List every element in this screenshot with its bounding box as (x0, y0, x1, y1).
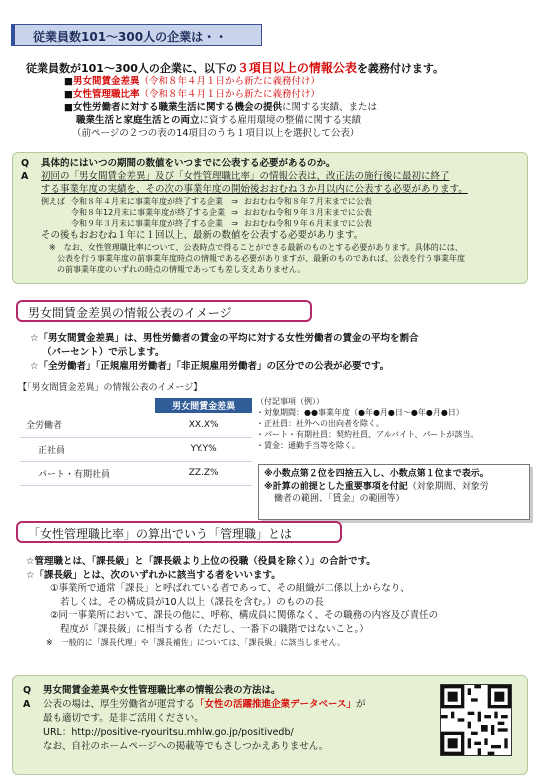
mgr-line: ①事業所で通常「課長」と呼ばれている者であって、その組織が二係以上からなり、 (50, 583, 410, 594)
table-header: 男女間賃金差異 (155, 398, 252, 413)
title-banner (14, 24, 262, 46)
q-label: Q (21, 158, 30, 169)
table-row (20, 437, 252, 461)
qa-period-box (12, 152, 528, 284)
star-line: ☆「全労働者」「正規雇用労働者」「非正規雇用労働者」の区分での公表が必要です。 (30, 361, 390, 372)
intro-line1 (26, 62, 526, 75)
row-value: ZZ.Z% (155, 461, 252, 485)
table-row (20, 413, 252, 437)
bullet-text: に資する雇用環境の整備に関する実績 (199, 115, 362, 126)
q-text: 具体的にはいつの期間の数値をいつまでに公表する必要があるのか。 (41, 158, 336, 169)
a-line: 最も適切です。是非ご活用ください。 (43, 713, 204, 724)
note-bold: ※計算の前提とした重要事項を付記 (264, 481, 408, 492)
intro-text: 従業員数が101～300人の企業に、以下の (26, 62, 237, 75)
bullet-label: 男女間賃金差異 (72, 76, 140, 87)
note-line: ※小数点第２位を四捨五入し、小数点第１位まで表示。 (264, 469, 489, 479)
intro-text-end: を義務付けます。 (356, 62, 445, 75)
url-line[interactable]: URL：http://positive-ryouritsu.mhlw.go.jp/positivedb/ (43, 727, 294, 738)
mgr-line: ☆管理職とは、「課長級」と「課長級より上位の役職（役員を除く）」の合計です。 (26, 556, 376, 567)
example-cell: 令和８年12月末に事業年度が終了する企業 (71, 208, 226, 217)
a-label: A (23, 699, 31, 710)
bullet-note: （令和８年４月１日から新たに義務付け） (139, 76, 321, 87)
section-manager-heading (16, 521, 342, 543)
aside-line: ・パート・有期社員：契約社員、アルバイト、パートが該当。 (256, 430, 479, 439)
a-text: が (356, 699, 366, 710)
example-arrow: ⇒ (231, 197, 238, 206)
mgr-line: 程度が「課長級」に相当する者（ただし、一番下の職階ではないこと。） (60, 623, 369, 635)
bullet-label: 女性労働者に対する職業生活に関する機会の提供 (72, 102, 282, 113)
wage-gap-stars (30, 332, 530, 374)
aside-line: ・正社員：社外への出向者を除く。 (256, 419, 384, 428)
section-title: 「女性管理職比率」の算出でいう「管理職」とは (28, 527, 293, 541)
qr-code-graphic (441, 685, 511, 755)
example-label: 例えば (41, 197, 65, 206)
mgr-note: ※ 一般的に「課長代理」や「課長補佐」については、「課長級」に該当しません。 (46, 638, 346, 647)
example-cell: 令和８年４月末に事業年度が終了する企業 (71, 197, 223, 206)
qa1-note-3: の前事業年度のいずれの時点の情報であっても差し支えありません。 (57, 265, 306, 274)
bullet-note: （令和８年４月１日から新たに義務付け） (139, 89, 321, 100)
row-label: パート・有期社員 (20, 461, 155, 485)
example-cell: おおむね令和９年６月末までに公表 (243, 219, 372, 228)
aside-line: ・賃金：通勤手当等を除く。 (256, 441, 360, 450)
intro-block (26, 62, 526, 140)
star-line: （パーセント）で示します。 (42, 347, 165, 358)
bullet-wage-gap: ■男女間賃金差異（令和８年４月１日から新たに義務付け） (64, 76, 321, 87)
rounding-note-box (258, 464, 530, 520)
section-wage-gap-heading (16, 300, 312, 322)
bullet-balance (26, 114, 526, 127)
mgr-line: ②同一事業所において、課長の他に、呼称、構成員に関係なく、その職務の内容及び責任の (50, 610, 439, 621)
example-cell: おおむね令和８年７月末までに公表 (243, 197, 372, 206)
bullet-note-line: （前ページの２つの表の14項目のうち１項目以上を選択して公表） (72, 128, 360, 139)
row-label: 全労働者 (20, 413, 155, 437)
example-cell: 令和９年３月末に事業年度が終了する企業 (71, 219, 223, 228)
row-value: XX.X% (155, 413, 252, 437)
q-text: 男女間賃金差異や女性管理職比率の情報公表の方法は。 (43, 685, 281, 696)
row-value: YY.Y% (155, 437, 252, 461)
qa1-after: その後もおおむね１年に１回以上、最新の数値を公表する必要があります。 (41, 230, 364, 241)
intro-highlight: ３項目以上の情報公表 (236, 61, 357, 75)
qa1-answer-2: する事業年度の実績を、その次の事業年度の開始後おおむね３か月以内に公表する必要があります。 (41, 184, 468, 195)
table-row (20, 461, 252, 485)
star-line: ☆「男女間賃金差異」は、男性労働者の賃金の平均に対する女性労働者の賃金の平均を割合 (30, 333, 419, 344)
q-label: Q (23, 685, 32, 696)
banner-title: 従業員数101～300人の企業は・・ (33, 30, 228, 44)
aside-line: ・対象期間：●●事業年度（●年●月●日～●年●月●日） (256, 408, 464, 417)
image-caption: 【「男女間賃金差異」の情報公表のイメージ】 (18, 383, 203, 393)
supplementary-notes (256, 396, 536, 451)
bullet-manager-ratio: ■女性管理職比率（令和８年４月１日から新たに義務付け） (64, 89, 321, 100)
aside-title: （付記事項（例）） (256, 397, 324, 406)
mgr-line: 若しくは、その構成員が10人以上（課長を含む。）のものの長 (60, 596, 324, 608)
bullet-opportunity: ■女性労働者に対する職業生活に関する機会の提供に関する実績、または (64, 102, 378, 113)
manager-definition (26, 555, 534, 650)
note-line: 働者の範囲、「賃金」の範囲等） (274, 494, 405, 504)
qa1-answer (21, 170, 519, 183)
note-text: （対象期間、対象労 (407, 481, 489, 492)
qa1-note-2: 公表を行う事業年度の前事業年度時点の情報である必要がありますが、最新のものであれば、公表を行う事業年度 (57, 254, 465, 263)
qa1-question (21, 157, 519, 170)
example-cell: おおむね令和９年３月末までに公表 (243, 208, 372, 217)
a-line: なお、自社のホームページへの掲載等でもさしつかえありません。 (43, 741, 329, 752)
example-arrow: ⇒ (231, 208, 238, 217)
a-text: 公表の場は、厚生労働省が運営する (43, 699, 196, 710)
mgr-line: ☆「課長級」とは、次のいずれかに該当する者をいいます。 (26, 569, 281, 581)
wage-gap-table (20, 398, 252, 486)
bullet-label: 職業生活と家庭生活との両立 (76, 115, 200, 126)
section-title: 男女間賃金差異の情報公表のイメージ (28, 306, 232, 320)
bullet-label: 女性管理職比率 (72, 89, 140, 100)
bullet-text: に関する実績、または (282, 102, 378, 113)
example-arrow: ⇒ (231, 219, 238, 228)
a-label: A (21, 171, 29, 182)
database-name: 「女性の活躍推進企業データベース」 (195, 699, 357, 710)
row-label: 正社員 (20, 437, 155, 461)
a-text: 初回の「男女間賃金差異」及び「女性管理職比率」の情報公表は、改正法の施行後に最初に終了 (41, 171, 450, 182)
qr-code-icon[interactable] (440, 684, 512, 756)
example-table (41, 196, 378, 229)
qa1-note-1: ※ なお、女性管理職比率について、公表時点で得ることができる最新のものとする必要があります。具体的には、 (49, 243, 463, 252)
